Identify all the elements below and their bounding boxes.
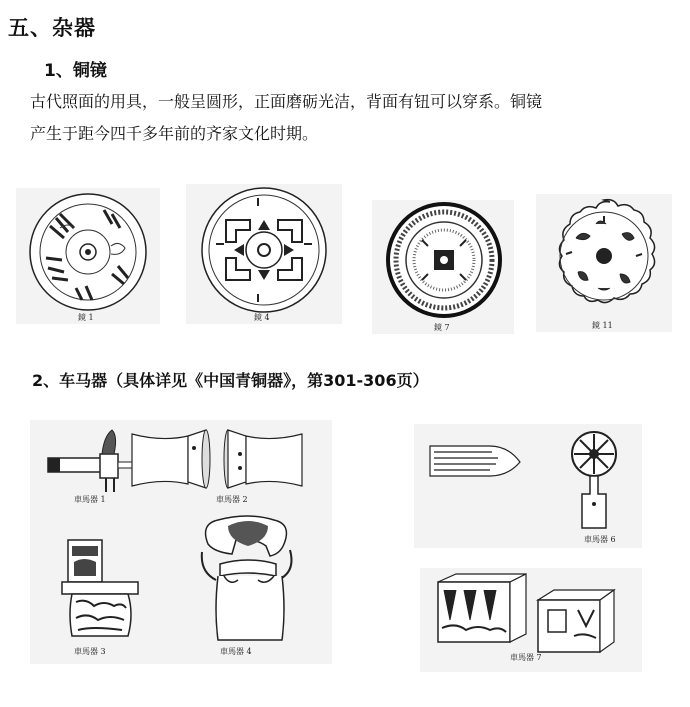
mirror-1-drawing [16,188,160,324]
mirror-7-drawing [372,200,514,334]
chariot-fitting-5-drawing [428,436,528,496]
mirror-11-caption: 鏡 11 [592,321,613,330]
mirror-figure-11 [536,194,672,332]
chariot-fittings-panel-right-top [414,424,642,548]
mirror-4-drawing [186,184,342,324]
chariot-fittings-panel-right-bottom [420,568,642,672]
chariot-fitting-3-caption: 車馬器 3 [74,647,106,656]
chariot-fittings-panel-left [30,420,332,664]
section-title: 五、杂器 [8,16,96,40]
chariot-fitting-6-caption: 車馬器 6 [584,535,616,544]
mirror-1-caption: 鏡 1 [78,313,94,322]
chariot-fitting-6-drawing [564,428,624,538]
mirror-figure-7 [372,200,514,334]
mirror-figure-1 [16,188,160,324]
chariot-fitting-2-caption: 車馬器 2 [216,495,248,504]
chariot-fitting-1-caption: 車馬器 1 [74,495,106,504]
subsection-title-chariot-fittings: 2、车马器（具体详见《中国青铜器》，第301-306页） [32,371,429,390]
chariot-fitting-2-drawing [130,424,320,494]
mirror-7-caption: 鏡 7 [434,323,450,332]
chariot-fitting-4-drawing [198,514,308,644]
chariot-fitting-7-drawing [430,570,630,654]
chariot-fitting-4-caption: 車馬器 4 [220,647,252,656]
paragraph-line-1: 古代照面的用具，一般呈圆形，正面磨砺光洁，背面有钮可以穿系。铜镜 [30,92,543,111]
mirror-4-caption: 鏡 4 [254,313,270,322]
chariot-fitting-7-caption: 車馬器 7 [510,653,542,662]
mirror-11-drawing [536,194,672,332]
chariot-fitting-3-drawing [58,522,148,640]
mirror-figure-4 [186,184,342,324]
paragraph-line-2: 产生于距今四千多年前的齐家文化时期。 [30,124,319,143]
subsection-title-bronze-mirror: 1、铜镜 [44,61,107,81]
